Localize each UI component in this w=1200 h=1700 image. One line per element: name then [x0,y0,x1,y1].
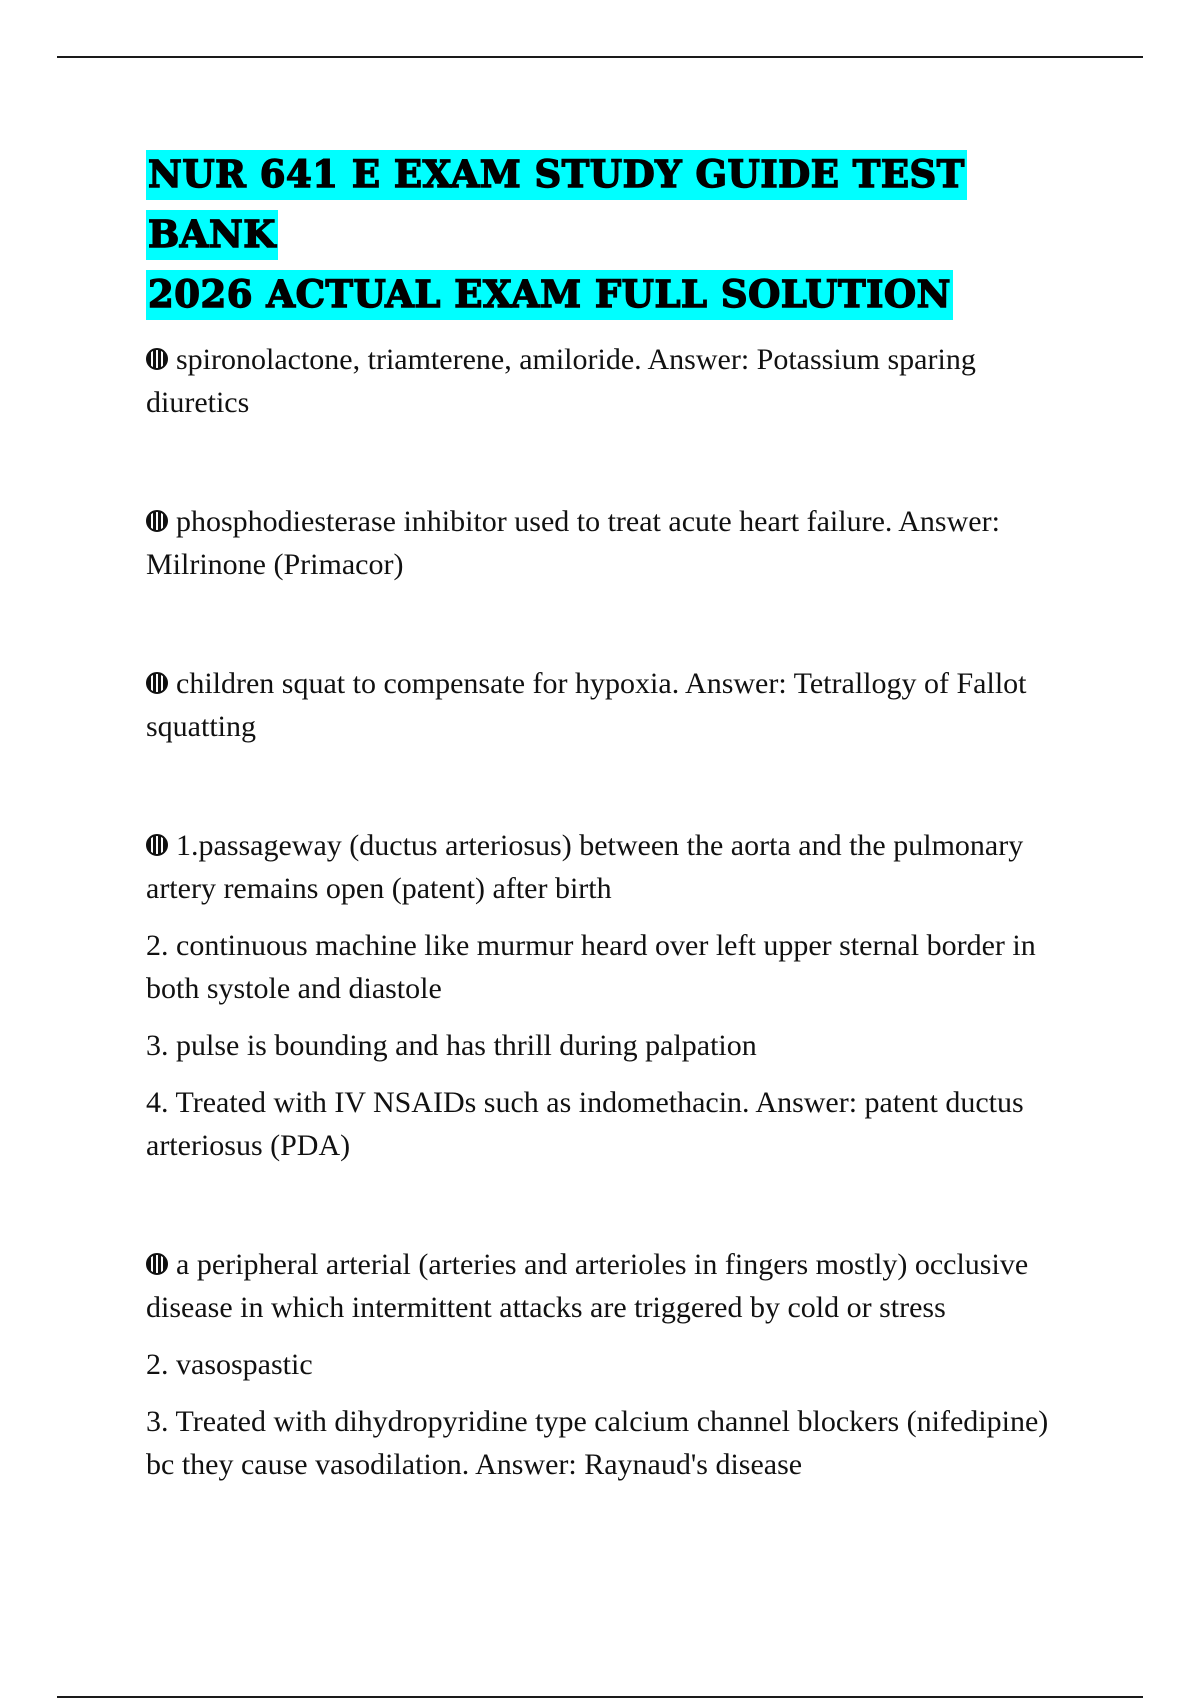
question-text: children squat to compensate for hypoxia. Answer: Tetrallogy of Fallot squatting [146,667,1027,743]
question-line [146,500,1056,586]
document-title [146,144,1046,324]
circle-bullet-icon [146,1253,168,1275]
question-line: 3. pulse is bounding and has thrill during palpation [146,1029,757,1062]
question-line: 4. Treated with IV NSAIDs such as indomethacin. Answer: patent ductus arteriosus (PDA) [146,1086,1024,1162]
question-text: spironolactone, triamterene, amiloride. Answer: Potassium sparing diuretics [146,343,976,419]
circle-bullet-icon [146,510,168,532]
question-line: 2. continuous machine like murmur heard over left upper sternal border in both systole and diastole [146,929,1036,1005]
question-text: phosphodiesterase inhibitor used to treat acute heart failure. Answer: Milrinone (Primacor) [146,505,1000,581]
title-line-2: 2026 ACTUAL EXAM FULL SOLUTION [146,270,953,320]
question-text: 1.passageway (ductus arteriosus) between the aorta and the pulmonary artery remains open (patent) after birth [146,829,1024,905]
question-text: a peripheral arterial (arteries and arterioles in fingers mostly) occlusive disease in which intermittent attacks are triggered by cold or stress [146,1248,1029,1324]
circle-bullet-icon [146,834,168,856]
question-line [146,824,1056,910]
question-item [146,1243,1056,1486]
title-line-1: NUR 641 E EXAM STUDY GUIDE TEST BANK [146,150,967,260]
question-item [146,338,1056,424]
circle-bullet-icon [146,348,168,370]
question-item [146,662,1056,748]
question-line [146,662,1056,748]
circle-bullet-icon [146,672,168,694]
question-list [146,338,1056,1486]
top-divider [57,56,1143,58]
question-item [146,500,1056,586]
question-line [146,338,1056,424]
bottom-divider [57,1696,1143,1698]
question-line: 2. vasospastic [146,1348,313,1381]
question-line: 3. Treated with dihydropyridine type calcium channel blockers (nifedipine) bc they cause vasodilation. Answer: Raynaud's disease [146,1405,1049,1481]
question-item [146,824,1056,1167]
question-line [146,1243,1056,1329]
